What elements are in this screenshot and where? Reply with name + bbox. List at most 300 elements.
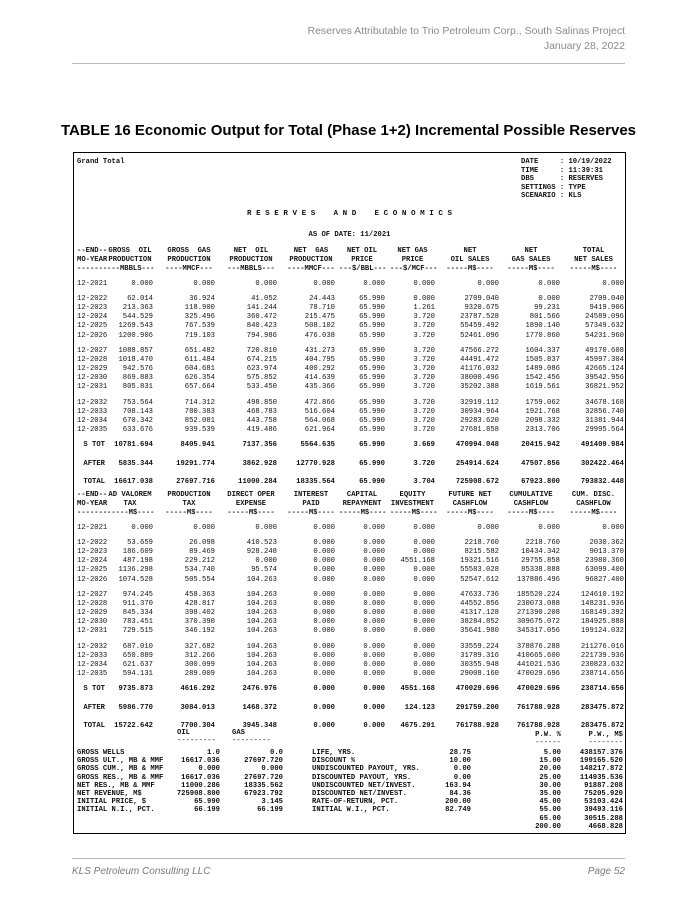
table-cell: 564.068 [304, 417, 335, 425]
column-header: REPAYMENT [342, 500, 382, 509]
table-cell: 1890.140 [525, 322, 560, 331]
summary-oil-value: 1.0 [207, 749, 220, 757]
table-cell: 52547.612 [460, 575, 499, 584]
column-header: -----M$---- [339, 509, 387, 518]
table-cell: 65.990 [359, 365, 385, 374]
table-cell: 12-2021 [77, 279, 108, 288]
column-header: NET OIL [346, 247, 378, 255]
table-row [77, 374, 624, 383]
table-row [77, 618, 624, 627]
table-cell: 65.990 [359, 374, 385, 383]
table-row [77, 295, 624, 304]
column-header: TAX [123, 500, 137, 509]
summary-oil-value: 0.000 [198, 765, 220, 774]
table-cell: 41317.128 [460, 609, 499, 618]
page-header [308, 24, 626, 54]
table-cell: 621.637 [122, 661, 153, 669]
table-cell: 657.664 [184, 383, 215, 392]
column-header: MO-YEAR [77, 500, 108, 509]
column-header: ---MBBLS--- [107, 265, 155, 274]
table-cell: 1269.543 [118, 322, 153, 331]
summary-oil-value: 725908.800 [176, 790, 220, 798]
table-row [77, 399, 624, 408]
table-cell: 45997.304 [585, 355, 624, 364]
table-cell: 1604.337 [525, 346, 560, 355]
table-cell: 0.000 [313, 661, 335, 669]
table-cell: 725908.672 [455, 477, 499, 486]
table-cell: 12-2025 [77, 566, 108, 575]
table-cell: 24.443 [309, 294, 335, 303]
table-cell: 708.143 [122, 407, 153, 416]
table-row [77, 576, 624, 585]
table-cell: 9320.675 [464, 303, 499, 312]
pw-value: 148217.872 [579, 765, 623, 774]
table-row [77, 347, 624, 356]
table-cell: 312.266 [184, 651, 215, 660]
table-cell: 476.038 [304, 331, 335, 340]
table-cell: 533.450 [246, 383, 277, 392]
table-cell: 428.817 [184, 599, 215, 608]
table-row [77, 591, 624, 600]
gas-underline: --------- [232, 737, 271, 745]
column-header: PRICE [351, 256, 373, 265]
table-cell: 26.098 [189, 538, 215, 547]
table-row [77, 365, 624, 374]
table-cell: 780.383 [184, 407, 215, 416]
table-cell: 498.850 [246, 398, 277, 407]
table-cell: 85338.888 [521, 566, 560, 575]
table-cell: 44552.856 [460, 599, 499, 608]
table-cell: 289.009 [184, 670, 215, 679]
pw-percent: 45.00 [539, 798, 561, 807]
header-row [77, 247, 624, 256]
table-cell: 124.123 [404, 703, 435, 712]
table-cell: 104.263 [246, 599, 277, 608]
table-cell: 302422.464 [580, 459, 624, 468]
table-cell: 410665.600 [516, 651, 560, 660]
table-cell: 12-2034 [77, 661, 108, 669]
economics-report [73, 152, 626, 834]
footer-company: KLS Petroleum Consulting LLC [72, 866, 211, 877]
table-cell: 0.000 [313, 575, 335, 584]
table-cell: 939.539 [184, 426, 215, 435]
table-cell: 0.000 [413, 599, 435, 608]
table-cell: 215.475 [304, 313, 335, 322]
table-cell: 65.990 [359, 459, 385, 468]
table-cell: 23980.360 [585, 557, 624, 566]
table-cell: 0.000 [313, 627, 335, 636]
table-cell: 213.363 [122, 303, 153, 312]
table-cell: 0.000 [413, 590, 435, 599]
table-cell: 3.669 [413, 441, 435, 450]
summary-metric-value: 0.00 [453, 773, 471, 782]
table-cell: 104.263 [246, 642, 277, 651]
table-cell: 431.273 [304, 346, 335, 355]
table-cell: 928.248 [246, 547, 277, 556]
table-cell: 309675.072 [516, 618, 560, 627]
column-header: MO-YEAR [77, 256, 108, 265]
table-cell: 55459.492 [460, 322, 499, 331]
table-cell: 33559.224 [460, 642, 499, 651]
table-cell: 0.000 [313, 642, 335, 651]
as-of-date: AS OF DATE: 11/2021 [308, 231, 391, 239]
table-cell: 4551.168 [400, 685, 435, 694]
row-gap [77, 695, 624, 704]
table-cell: 404.795 [304, 355, 335, 364]
table-cell: 505.554 [184, 575, 215, 584]
table-cell: 47633.736 [460, 590, 499, 599]
table-cell: 104.263 [246, 651, 277, 660]
table-cell: 0.000 [313, 609, 335, 618]
table-cell: 65.990 [359, 477, 385, 486]
table-cell: 720.810 [246, 346, 277, 355]
table-cell: 184925.888 [580, 618, 624, 627]
table-cell: 0.000 [413, 566, 435, 575]
table-cell: 487.198 [122, 557, 153, 566]
table-cell: 8215.582 [464, 547, 499, 556]
table-cell: 2313.706 [525, 426, 560, 435]
pw-value: 438157.376 [579, 749, 623, 757]
table-cell: 283475.872 [580, 703, 624, 712]
metadata-line: DBS : RESERVES [521, 175, 603, 184]
column-header: NET GAS [397, 247, 428, 255]
table-cell: 12-2024 [77, 313, 108, 322]
table-cell: 414.639 [304, 374, 335, 383]
table-cell: 65.990 [359, 383, 385, 392]
column-header: EXPENSE [235, 500, 267, 509]
table-cell: 1921.768 [525, 407, 560, 416]
table-cell: 15722.642 [114, 721, 153, 730]
metadata-line: TIME : 11:39:31 [521, 166, 603, 175]
summary-block [77, 729, 624, 831]
table-cell: 3862.928 [242, 459, 277, 468]
table-cell: 2476.976 [242, 685, 277, 694]
table-cell: 65.990 [359, 426, 385, 435]
table-cell: 185520.224 [516, 590, 560, 599]
table-row [77, 548, 624, 557]
table-cell: 0.000 [413, 661, 435, 669]
table-cell: 7700.304 [180, 721, 215, 730]
table-cell: 1619.561 [525, 383, 560, 392]
column-header: NET GAS [293, 247, 329, 255]
table-cell: 65.990 [359, 322, 385, 331]
column-header: -----M$---- [390, 509, 438, 518]
table-cell: 11000.284 [238, 477, 277, 486]
column-header: ------- [77, 509, 108, 518]
table-cell: 0.000 [363, 685, 385, 694]
production-table [77, 247, 624, 496]
summary-gas-value: 3.145 [261, 798, 283, 807]
table-cell: 12-2026 [77, 575, 108, 584]
column-header: -----M$---- [507, 509, 555, 518]
summary-oil-value: 11000.286 [181, 781, 220, 790]
pw-value: 4668.828 [588, 822, 623, 831]
table-cell: 840.423 [246, 322, 277, 331]
summary-gas-value: 27697.720 [244, 757, 283, 766]
table-cell: 12-2026 [77, 331, 108, 340]
summary-oil-value: 16617.036 [181, 773, 220, 782]
table-cell: S TOT [83, 441, 105, 450]
table-cell: 650.889 [122, 651, 153, 660]
table-cell: 0.000 [413, 279, 435, 288]
summary-label: NET RES., MB & MMF [77, 781, 155, 790]
total-row [77, 685, 624, 694]
pw-percent: 200.00 [535, 822, 561, 831]
table-cell: 10434.342 [521, 547, 560, 556]
table-cell: 0.000 [313, 523, 335, 532]
table-cell: 0.000 [413, 618, 435, 627]
pw-percent: 35.00 [539, 790, 561, 798]
footer-rule [72, 858, 625, 859]
table-cell: 470029.696 [516, 685, 560, 694]
table-cell: 761788.928 [455, 721, 499, 730]
table-cell: 41176.032 [460, 365, 499, 374]
table-cell: 27697.716 [176, 477, 215, 486]
table-cell: 29995.564 [585, 426, 624, 435]
table-cell: 801.566 [529, 313, 560, 322]
table-cell: 118.900 [184, 303, 215, 312]
table-title: TABLE 16 Economic Output for Total (Phase 1+2) Incremental Possible Reserves [60, 122, 637, 139]
table-cell: 0.000 [363, 547, 385, 556]
table-cell: 20415.942 [521, 441, 560, 450]
total-row [77, 478, 624, 487]
table-cell: 0.000 [413, 670, 435, 679]
pw-percent: 65.00 [539, 814, 561, 823]
table-cell: 29008.160 [460, 670, 499, 679]
column-header: NET [463, 247, 477, 255]
table-cell: 594.131 [122, 670, 153, 679]
table-cell: 0.000 [363, 618, 385, 627]
column-header: TOTAL [582, 247, 605, 255]
table-row [77, 609, 624, 618]
header-row [77, 256, 624, 265]
column-header: -----M$---- [507, 265, 555, 274]
table-row [77, 408, 624, 417]
table-cell: 10781.694 [114, 441, 153, 450]
table-row [77, 383, 624, 392]
table-cell: 0.000 [131, 523, 153, 532]
total-row [77, 704, 624, 713]
summary-metric-value: 82.749 [445, 806, 471, 815]
summary-metric-label: DISCOUNTED NET/INVEST. [312, 790, 407, 798]
table-cell: 3.720 [413, 417, 435, 425]
table-cell: 0.000 [313, 651, 335, 660]
table-cell: 0.000 [363, 642, 385, 651]
summary-metric-value: 10.00 [449, 757, 471, 766]
table-cell: 2030.362 [589, 538, 624, 547]
table-cell: 0.000 [193, 523, 215, 532]
report-metadata [521, 158, 612, 201]
table-cell: 12-2033 [77, 407, 108, 416]
table-row [77, 539, 624, 548]
table-cell: 0.000 [313, 547, 335, 556]
table-cell: 104.263 [246, 575, 277, 584]
table-cell: 783.451 [122, 618, 153, 627]
table-cell: 794.986 [246, 331, 277, 340]
table-cell: 12-2024 [77, 557, 108, 566]
table-cell: 238714.656 [580, 685, 624, 694]
table-cell: 99.231 [534, 303, 560, 312]
table-cell: TOTAL [83, 721, 105, 730]
summary-oil-value: 16617.036 [181, 757, 220, 766]
header-date: January 28, 2022 [543, 40, 625, 52]
table-cell: 2709.040 [589, 294, 624, 303]
table-cell: 793832.448 [580, 477, 624, 486]
table-cell: 65.990 [359, 313, 385, 322]
table-cell: 508.102 [304, 322, 335, 331]
table-cell: 32919.112 [460, 398, 499, 407]
table-cell: 845.334 [122, 609, 153, 618]
table-cell: 65.990 [359, 303, 385, 312]
table-cell: 19291.774 [176, 459, 215, 468]
table-cell: 27681.858 [460, 426, 499, 435]
column-header: -----M$---- [569, 265, 618, 274]
table-cell: 18335.564 [296, 477, 335, 486]
table-cell: 544.529 [122, 313, 153, 322]
table-cell: 12-2031 [77, 383, 108, 392]
table-cell: 78.710 [309, 303, 335, 312]
column-header: PRODUCTION [108, 256, 152, 265]
table-cell: 38284.852 [460, 618, 499, 627]
table-cell: 12-2035 [77, 426, 108, 435]
table-cell: 869.883 [122, 374, 153, 383]
table-cell: 0.000 [313, 279, 335, 288]
pw-value: 53103.424 [584, 798, 623, 807]
summary-metric-label: UNDISCOUNTED PAYOUT, YRS. [312, 765, 420, 774]
column-header: CAPITAL [346, 491, 378, 499]
table-cell: 65.990 [359, 417, 385, 425]
table-cell: 325.496 [184, 313, 215, 322]
table-cell: 229.212 [184, 557, 215, 566]
table-cell: 687.010 [122, 642, 153, 651]
table-cell: 623.974 [246, 365, 277, 374]
table-cell: 0.000 [363, 523, 385, 532]
summary-metric-label: DISCOUNTED PAYOUT, YRS. [312, 773, 412, 782]
column-header: -----M$---- [287, 509, 335, 518]
table-cell: 626.354 [184, 374, 215, 383]
table-cell: 47566.272 [460, 346, 499, 355]
metadata-line: SCENARIO : KLS [521, 192, 582, 201]
column-header: NET SALES [574, 256, 613, 265]
pw-value-underline: -------- [588, 739, 623, 747]
table-row [77, 670, 624, 679]
table-cell: 0.000 [313, 566, 335, 575]
summary-label: GROSS RES., MB & MMF [77, 773, 164, 782]
column-header: DIRECT OPER [227, 491, 275, 499]
summary-label: INITIAL N.I., PCT. [77, 806, 155, 815]
table-row [77, 627, 624, 636]
pw-percent-header: P.W. % [535, 731, 561, 739]
table-cell: 0.000 [363, 651, 385, 660]
table-cell: 2098.332 [525, 417, 560, 425]
column-header: PRODUCTION [167, 256, 211, 265]
table-cell: 0.000 [255, 557, 277, 566]
table-cell: 0.000 [413, 547, 435, 556]
table-cell: 1505.837 [525, 355, 560, 364]
table-cell: 291759.200 [455, 703, 499, 712]
table-cell: 674.215 [246, 355, 277, 364]
pw-percent: 15.00 [539, 757, 561, 766]
column-header: ------- [77, 265, 108, 274]
column-header: -----M$---- [227, 509, 275, 518]
table-cell: 805.831 [122, 383, 153, 392]
table-cell: 65.990 [359, 331, 385, 340]
table-cell: 104.263 [246, 609, 277, 618]
header-row [77, 491, 624, 500]
table-cell: 441021.536 [516, 661, 560, 669]
summary-gas-value: 18335.562 [244, 781, 283, 790]
table-cell: 852.081 [184, 417, 215, 425]
table-cell: 0.000 [413, 523, 435, 532]
pw-value: 30515.288 [584, 814, 623, 823]
table-cell: 5986.770 [118, 703, 153, 712]
table-cell: 9013.370 [589, 547, 624, 556]
table-cell: 0.000 [363, 575, 385, 584]
table-cell: 5564.635 [300, 441, 335, 450]
table-cell: 67923.800 [521, 477, 560, 486]
table-row [77, 566, 624, 575]
pw-value: 75205.920 [584, 790, 623, 798]
summary-gas-value: 27697.720 [244, 773, 283, 782]
table-cell: 12-2034 [77, 417, 108, 425]
table-cell: 3.704 [413, 477, 435, 486]
table-cell: 575.852 [246, 374, 277, 383]
table-cell: 0.000 [363, 661, 385, 669]
table-cell: 36.924 [189, 294, 215, 303]
table-cell: 0.000 [363, 279, 385, 288]
summary-gas-value: 0.0 [270, 749, 283, 757]
pw-value: 199165.520 [579, 757, 623, 766]
table-cell: 3945.348 [242, 721, 277, 730]
table-cell: 0.000 [313, 670, 335, 679]
table-cell: 65.990 [359, 294, 385, 303]
table-cell: 12-2023 [77, 303, 108, 312]
table-row [77, 322, 624, 331]
table-cell: 9735.873 [118, 685, 153, 694]
table-cell: 12-2030 [77, 374, 108, 383]
table-cell: 24589.096 [585, 313, 624, 322]
column-header: CUMULATIVE [509, 491, 553, 499]
header-row [77, 509, 624, 518]
table-cell: 12-2028 [77, 355, 108, 364]
table-cell: 49170.608 [585, 346, 624, 355]
table-cell: 2218.760 [464, 538, 499, 547]
pw-percent-underline: ------ [535, 739, 561, 747]
table-cell: 12-2035 [77, 670, 108, 679]
table-cell: 0.000 [538, 523, 560, 532]
table-cell: 0.000 [477, 279, 499, 288]
table-cell: 435.366 [304, 383, 335, 392]
column-header: -----M$---- [446, 509, 494, 518]
pw-value-header: P.W., M$ [588, 731, 623, 739]
table-cell: 911.370 [122, 599, 153, 608]
table-cell: 35641.980 [460, 627, 499, 636]
table-cell: 0.000 [313, 703, 335, 712]
table-cell: 0.000 [313, 685, 335, 694]
table-cell: 3.720 [413, 365, 435, 374]
table-cell: 12-2022 [77, 294, 108, 303]
table-cell: 12-2030 [77, 618, 108, 627]
table-cell: 3084.013 [180, 703, 215, 712]
report-banner: R E S E R V E S A N D E C O N O M I C S [246, 210, 453, 218]
table-cell: 96827.400 [585, 575, 624, 584]
table-cell: 974.245 [122, 590, 153, 599]
table-cell: 0.000 [413, 609, 435, 618]
column-header: -----M$---- [446, 265, 494, 274]
table-cell: 470029.696 [516, 670, 560, 679]
table-cell: 753.564 [122, 398, 153, 407]
table-cell: 3.720 [413, 459, 435, 468]
